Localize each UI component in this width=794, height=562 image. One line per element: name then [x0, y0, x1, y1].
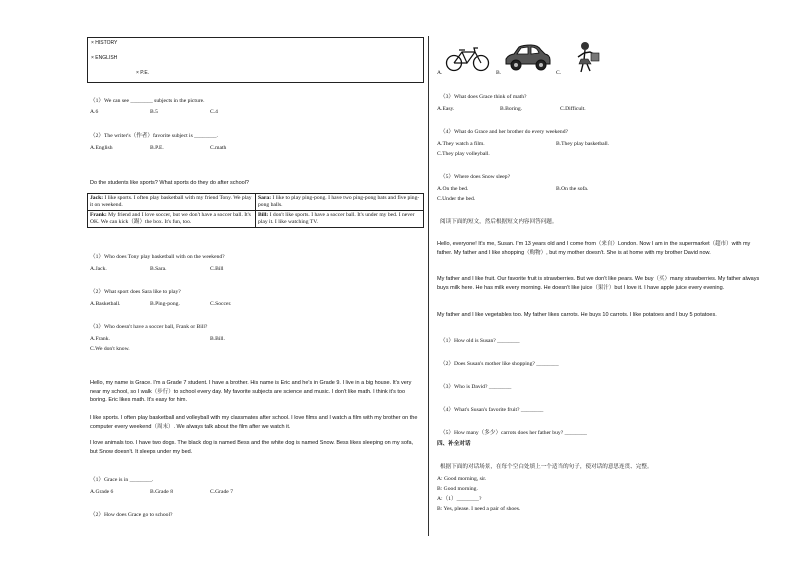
image-option-a[interactable]: A. [437, 70, 443, 76]
car-icon [503, 44, 553, 72]
dialogue-line: B: Good morning. [437, 486, 478, 492]
grace-paragraph-2: I like sports. I often play basketball and volleyball with my classmates after school. I love films and I watch a film with my brother on the computer every weekend（周末）. We always talk about the film after we watch it. [90, 415, 418, 430]
subject-history: × HISTORY [91, 40, 118, 46]
susan-paragraph-3: My father and I like vegetables too. My father likes carrots. He buys 10 carrots. I like potatoes and I buy 5 potatoes. [437, 312, 717, 318]
short-answer-question: （2）Does Susan's mother like shopping? ________ [440, 361, 559, 367]
dialogue-line: B: Yes, please. I need a pair of shoes. [437, 506, 521, 512]
question-stem: （5）Where does Snow sleep? [440, 174, 511, 180]
option-a[interactable]: A.Grade 6 [90, 489, 114, 495]
dialogue-line: A: Good morning, sir. [437, 476, 487, 482]
grace-paragraph-3: I love animals too. I have two dogs. The black dog is named Bess and the white dog is named Snow. Bess likes sleeping on my sofa, but Snow doesn't. It sleeps under my bed. [90, 440, 414, 455]
susan-paragraph-2: My father and I like fruit. Our favorite fruit is strawberries. But we don't like pears. We buy（买）many strawberries. My father always buys milk here. He has milk every morning. He doesn't like juice（果汁）but I love it. I have apple juice every evening. [437, 276, 760, 291]
option-a[interactable]: A.Easy. [437, 106, 455, 112]
option-a[interactable]: A.Frank. [90, 336, 110, 342]
cell-text: I like sports. I often play basketball with my friend Tony. We play it on weekend. [90, 195, 252, 208]
question-stem: （2）How does Grace go to school? [90, 512, 173, 518]
cell-text: I don't like sports. I have a soccer ball. It's under my bed. I never play it. I like watching TV. [258, 211, 415, 225]
column-divider [428, 36, 429, 536]
option-b[interactable]: B.Ping-pong. [150, 301, 180, 307]
short-answer-question: （1）How old is Susan? ________ [440, 338, 520, 344]
option-a[interactable]: A.Basketball. [90, 301, 121, 307]
dialogue-line: A:（1）________? [437, 496, 482, 502]
bicycle-icon [445, 46, 491, 72]
option-b[interactable]: B.They play basketball. [556, 141, 610, 147]
subject-pe: × P.E. [136, 70, 150, 76]
question-stem: （1）Grace is in ________. [90, 477, 154, 483]
option-a[interactable]: A.They watch a film. [437, 141, 485, 147]
sports-intro: Do the students like sports? What sports do they do after school? [90, 180, 249, 186]
option-b[interactable]: B.On the sofa. [556, 186, 589, 192]
option-c[interactable]: C.They play volleyball. [437, 151, 490, 157]
option-a[interactable]: A.On the bed. [437, 186, 469, 192]
table-cell-frank [88, 210, 256, 227]
section-instruction: 根据下面的对话场景，在每个空白处填上一个适当的句子，使对话的意思连贯、完整。 [440, 464, 653, 470]
option-c[interactable]: C.Grade 7 [210, 489, 233, 495]
short-answer-question: （5）How many（多少）carrots does her father buy? ________ [440, 430, 587, 436]
susan-paragraph-1: Hello, everyone! It's me, Susan. I'm 13 years old and I come from（来自）London. Now I am in the supermarket（超市）with my father. My father and I like shopping（购物）, but my mother doesn't. She is at home with my brother David now. [437, 241, 751, 256]
question-stem: （3）Who doesn't have a soccer ball, Frank or Bill? [90, 324, 208, 330]
option-a[interactable]: A.Jack. [90, 266, 107, 272]
sports-table [87, 193, 424, 228]
question-stem: （4）What do Grace and her brother do every weekend? [440, 129, 568, 135]
option-c[interactable]: C.4 [210, 109, 218, 115]
speaker-name: Frank: [90, 211, 107, 218]
table-cell-jack [88, 194, 256, 211]
table-cell-bill [256, 210, 424, 227]
option-c[interactable]: C.Under the bed. [437, 196, 476, 202]
option-b[interactable]: B.Sara. [150, 266, 167, 272]
option-b[interactable]: B.Bill. [210, 336, 225, 342]
question-stem: （1）Who does Tony play basketball with on the weekend? [90, 254, 225, 260]
question-stem: （3）What does Grace think of math? [440, 94, 527, 100]
option-a[interactable]: A.6 [90, 109, 99, 115]
option-a[interactable]: A.English [90, 145, 113, 151]
image-option-b[interactable]: B. [496, 70, 502, 76]
speaker-name: Sara: [258, 195, 272, 201]
section-title: 四、补全对话 [437, 441, 471, 447]
question-stem: （2）What sport does Sara like to play? [90, 289, 181, 295]
option-c[interactable]: C.We don't know. [90, 346, 130, 352]
grace-paragraph-1: Hello, my name is Grace. I'm a Grade 7 student. I have a brother. His name is Eric and he's in Grade 9. I live in a big house. It's very near my school, so I walk（步行）to school every day. My favorite subjects are science and music. I don't like math. I think it's too boring. Eric likes math. It's easy for him. [90, 380, 412, 404]
walking-person-icon [575, 41, 601, 73]
speaker-name: Bill: [258, 211, 269, 218]
short-answer-question: （4）What's Susan's favorite fruit? ________ [440, 407, 544, 413]
table-cell-sara [256, 194, 424, 211]
cell-text: I like to play ping-pong. I have two ping-pong bats and five ping-pong balls. [258, 195, 420, 208]
question-stem: （2）The writer's（作者）favorite subject is ________. [90, 133, 218, 139]
question-stem: （1）We can see ________ subjects in the picture. [90, 98, 205, 104]
reading-instruction: 阅读下面的短文，然后根据短文内容回答问题。 [440, 219, 558, 225]
option-b[interactable]: B.Boring. [500, 106, 523, 112]
cell-text: My friend and I love soccer, but we don't have a soccer ball. It's OK. We can kick（踢）the box. It's fun, too. [90, 211, 251, 225]
speaker-name: Jack: [90, 195, 104, 201]
short-answer-question: （3）Who is David? ________ [440, 384, 512, 390]
subject-picture-box [87, 37, 424, 83]
option-c[interactable]: C.Difficult. [560, 106, 586, 112]
option-b[interactable]: B.P.E. [150, 145, 164, 151]
option-c[interactable]: C.math [210, 145, 227, 151]
subject-english: × ENGLISH [91, 55, 118, 61]
option-c[interactable]: C.Soccer. [210, 301, 232, 307]
option-b[interactable]: B.Grade 8 [150, 489, 173, 495]
image-option-c[interactable]: C. [556, 70, 562, 76]
option-c[interactable]: C.Bill [210, 266, 224, 272]
option-b[interactable]: B.5 [150, 109, 158, 115]
